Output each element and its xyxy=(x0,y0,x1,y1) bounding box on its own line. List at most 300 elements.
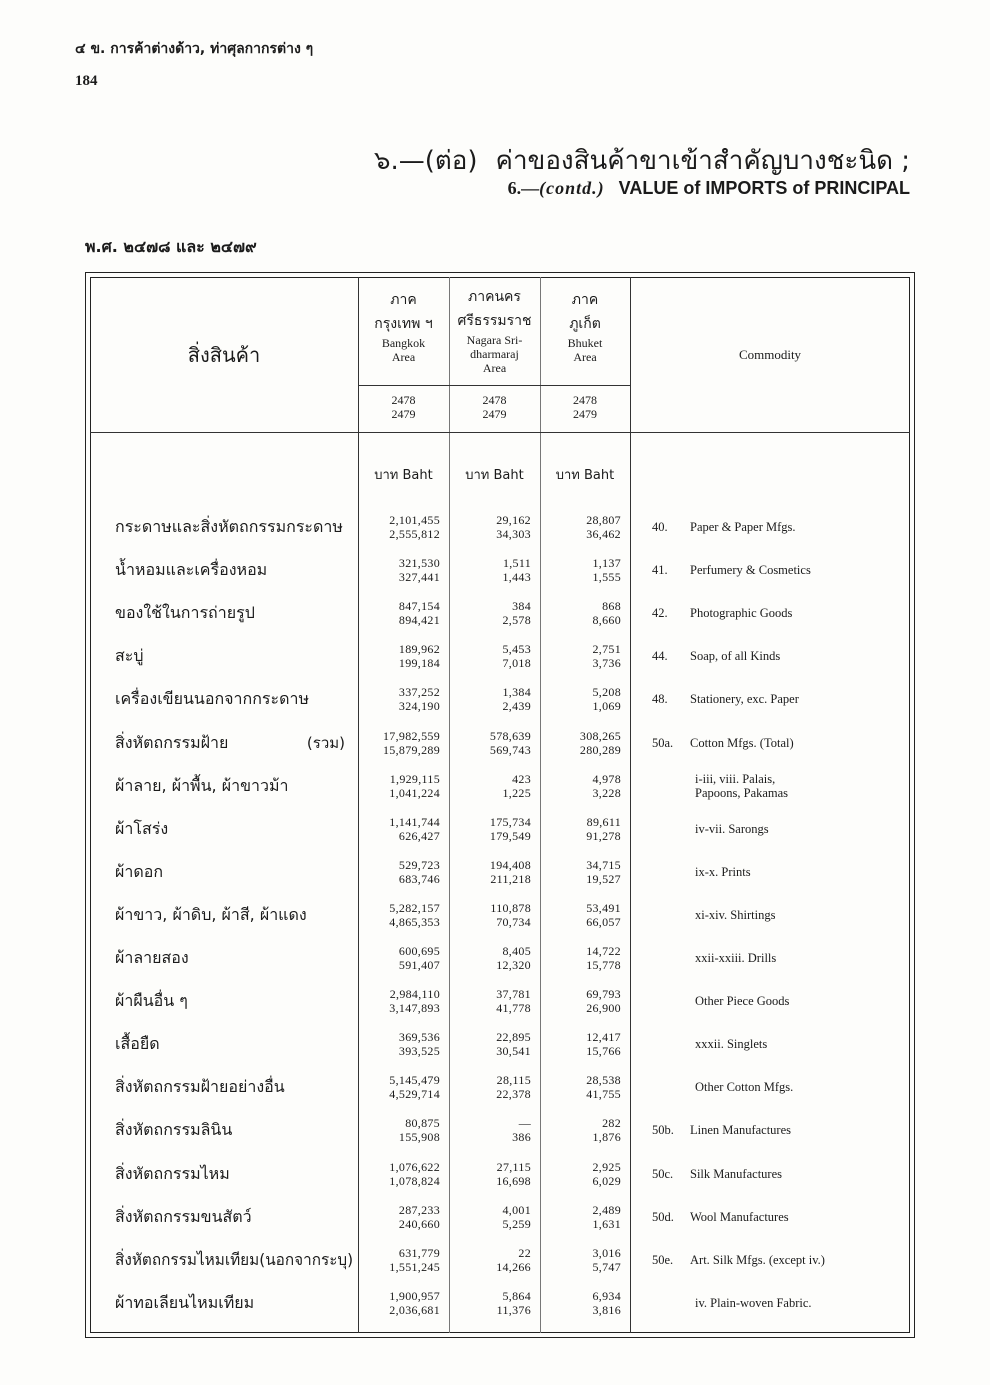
commodity-name-line: Silk Manufactures xyxy=(690,1166,782,1181)
commodity-name-line: xxxii. Singlets xyxy=(695,1037,768,1052)
commodity-name-line: Cotton Mfgs. (Total) xyxy=(690,735,794,750)
table-row xyxy=(0,592,990,634)
value-bangkok-2478: 847,154 xyxy=(398,599,440,614)
value-bhuket-2478: 12,417 xyxy=(586,1030,621,1045)
value-bangkok-2479: 327,441 xyxy=(398,570,440,585)
column-header-line: ภาค xyxy=(571,292,599,308)
value-bhuket-2479: 1,631 xyxy=(592,1216,621,1231)
table-title-thai xyxy=(374,140,910,181)
value-cell-bhuket xyxy=(540,1160,630,1188)
value-cell-nagara xyxy=(449,1160,540,1188)
value-cell-nagara xyxy=(449,599,540,627)
value-cell-bangkok xyxy=(358,685,449,713)
commodity-name-line: Stationery, exc. Paper xyxy=(690,692,799,707)
commodity-name-english xyxy=(690,1239,825,1281)
commodity-name-line: Perfumery & Cosmetics xyxy=(690,563,811,578)
value-bhuket-2479: 15,766 xyxy=(586,1044,621,1059)
table-row xyxy=(0,851,990,893)
value-cell-bangkok xyxy=(358,1203,449,1231)
value-bhuket-2479: 3,816 xyxy=(592,1302,621,1317)
commodity-name-thai: ผ้าผืนอื่น ๆ xyxy=(115,991,188,1011)
table-row xyxy=(0,549,990,591)
column-header-commodity-thai: สิ่งสินค้า xyxy=(187,343,261,367)
column-header-line: ภูเก็ต xyxy=(569,316,601,332)
value-nagara-2479: 2,578 xyxy=(502,613,531,628)
unit-label-bhuket xyxy=(540,466,630,485)
value-nagara-2479: 569,743 xyxy=(489,742,531,757)
table-row xyxy=(0,765,990,807)
table-row xyxy=(0,1023,990,1065)
value-bangkok-2479: 240,660 xyxy=(398,1216,440,1231)
value-bangkok-2479: 324,190 xyxy=(398,699,440,714)
value-cell-bhuket xyxy=(540,642,630,670)
value-cell-bangkok xyxy=(358,1160,449,1188)
column-header-line: Bangkok xyxy=(381,336,426,350)
column-header-line: ศรีธรรมราช xyxy=(457,313,532,329)
commodity-code: 50c. xyxy=(652,1166,674,1181)
value-bangkok-2479: 15,879,289 xyxy=(383,742,440,757)
value-bhuket-2478: 89,611 xyxy=(586,814,621,829)
value-cell-nagara xyxy=(449,513,540,541)
value-bhuket-2479: 1,555 xyxy=(592,570,621,585)
value-cell-bhuket xyxy=(540,1116,630,1144)
value-nagara-2479: 22,378 xyxy=(496,1087,531,1102)
value-bangkok-2478: 1,076,622 xyxy=(389,1159,440,1174)
commodity-name-line: iv. Plain-woven Fabric. xyxy=(695,1295,812,1310)
value-bangkok-2479: 2,555,812 xyxy=(389,527,440,541)
commodity-name-english xyxy=(690,592,792,634)
value-bhuket-2479: 5,747 xyxy=(592,1259,621,1274)
value-nagara-2478: — xyxy=(518,1116,531,1131)
value-bangkok-2479: 1,041,224 xyxy=(389,785,440,800)
value-bangkok-2478: 1,929,115 xyxy=(389,771,440,786)
value-nagara-2478: 28,115 xyxy=(496,1073,531,1088)
value-cell-nagara xyxy=(449,1116,540,1144)
total-marker: (รวม) xyxy=(306,733,345,752)
value-bangkok-2478: 631,779 xyxy=(398,1245,440,1260)
value-bangkok-2479: 4,865,353 xyxy=(389,914,440,929)
value-cell-bangkok xyxy=(358,944,449,972)
commodity-name-line: Art. Silk Mfgs. (except iv.) xyxy=(690,1252,825,1267)
value-cell-bangkok xyxy=(358,1246,449,1274)
currency-unit: บาท Baht xyxy=(465,468,524,483)
value-cell-nagara xyxy=(449,772,540,800)
commodity-name-english xyxy=(690,1109,791,1151)
value-nagara-2479: 2,439 xyxy=(502,699,531,714)
commodity-code: 50a. xyxy=(652,735,674,750)
commodity-name-english xyxy=(690,549,811,591)
year-label: 2478 xyxy=(482,393,507,407)
table-title-thai-text: ค่าของสินค้าขาเข้าสำคัญบางชะนิด ; xyxy=(495,146,910,176)
header-bottom-rule xyxy=(90,432,910,433)
value-cell-bhuket xyxy=(540,513,630,541)
unit-label-bangkok xyxy=(358,466,449,485)
commodity-name-line: xi-xiv. Shirtings xyxy=(695,907,776,922)
column-header-line: กรุงเทพ ฯ xyxy=(374,316,433,332)
value-cell-bangkok xyxy=(358,729,449,757)
commodity-code: 48. xyxy=(652,692,668,707)
value-bangkok-2478: 287,233 xyxy=(398,1202,440,1217)
value-nagara-2478: 29,162 xyxy=(496,513,531,527)
value-nagara-2479: 34,303 xyxy=(496,527,531,541)
commodity-name-thai: น้ำหอมและเครื่องหอม xyxy=(115,560,268,580)
value-bangkok-2478: 1,141,744 xyxy=(389,814,440,829)
commodity-name-english xyxy=(695,1282,812,1324)
year-label: 2479 xyxy=(482,407,507,421)
commodity-name-thai: สิ่งหัตถกรรมฝ้ายอย่างอื่น xyxy=(115,1077,285,1097)
table-title-english xyxy=(508,178,910,199)
commodity-name-line: iv-vii. Sarongs xyxy=(695,821,769,836)
value-bangkok-2479: 626,427 xyxy=(398,828,440,843)
commodity-name-line: Linen Manufactures xyxy=(690,1123,792,1138)
commodity-name-line: xxii-xxiii. Drills xyxy=(695,951,777,965)
value-cell-bhuket xyxy=(540,599,630,627)
value-nagara-2478: 22,895 xyxy=(496,1030,531,1045)
commodity-name-thai: ผ้าโสร่ง xyxy=(115,818,169,838)
table-title-english-text: VALUE of IMPORTS of PRINCIPAL xyxy=(618,178,910,198)
column-header-line: Area xyxy=(573,350,597,364)
value-cell-bangkok xyxy=(358,1030,449,1058)
value-nagara-2478: 27,115 xyxy=(496,1159,531,1174)
value-cell-nagara xyxy=(449,1073,540,1101)
commodity-name-thai: สะบู่ xyxy=(115,646,144,666)
value-nagara-2479: 1,225 xyxy=(502,785,531,800)
table-row xyxy=(0,635,990,677)
value-cell-bhuket xyxy=(540,1203,630,1231)
value-cell-bhuket xyxy=(540,1030,630,1058)
table-row xyxy=(0,1239,990,1281)
value-bangkok-2479: 2,036,681 xyxy=(389,1302,440,1317)
value-bhuket-2478: 3,016 xyxy=(592,1245,621,1260)
column-header-line: dharmaraj xyxy=(470,347,519,361)
commodity-code: 44. xyxy=(652,649,668,664)
value-nagara-2479: 386 xyxy=(512,1130,531,1145)
commodity-name-english xyxy=(690,722,794,764)
value-bhuket-2479: 41,755 xyxy=(586,1087,621,1102)
commodity-code: 42. xyxy=(652,606,668,621)
table-number-english: 6.— xyxy=(507,178,540,198)
value-cell-bhuket xyxy=(540,944,630,972)
value-cell-nagara xyxy=(449,1246,540,1274)
value-nagara-2478: 578,639 xyxy=(489,728,531,743)
value-nagara-2479: 11,376 xyxy=(496,1302,531,1317)
commodity-name-line: Soap, of all Kinds xyxy=(690,649,781,664)
value-cell-nagara xyxy=(449,1030,540,1058)
table-number-thai: ๖.—(ต่อ) xyxy=(373,146,478,176)
value-bhuket-2479: 3,736 xyxy=(592,656,621,671)
value-bhuket-2478: 4,978 xyxy=(592,771,621,786)
commodity-name-english xyxy=(695,851,751,893)
commodity-name-thai: ผ้าขาว, ผ้าดิบ, ผ้าสี, ผ้าแดง xyxy=(115,904,307,924)
value-cell-nagara xyxy=(449,858,540,886)
value-cell-bangkok xyxy=(358,1073,449,1101)
value-cell-nagara xyxy=(449,987,540,1015)
table-row xyxy=(0,506,990,548)
value-bangkok-2478: 2,101,455 xyxy=(389,513,440,527)
commodity-name-english xyxy=(690,506,796,548)
value-bhuket-2479: 36,462 xyxy=(586,527,621,541)
value-nagara-2479: 14,266 xyxy=(496,1259,531,1274)
value-cell-nagara xyxy=(449,685,540,713)
value-cell-bhuket xyxy=(540,987,630,1015)
value-cell-bhuket xyxy=(540,1073,630,1101)
value-nagara-2478: 4,001 xyxy=(502,1202,531,1217)
commodity-name-thai: เครื่องเขียนนอกจากกระดาษ xyxy=(115,689,309,709)
year-header-bangkok xyxy=(358,393,449,421)
section-heading: ๔ ข. การค้าต่างด้าว, ท่าศุลกากรต่าง ๆ xyxy=(75,41,314,57)
table-row xyxy=(0,1109,990,1151)
value-nagara-2478: 175,734 xyxy=(489,814,531,829)
commodity-code: 41. xyxy=(652,563,668,578)
value-cell-bhuket xyxy=(540,1289,630,1317)
table-row xyxy=(0,937,990,979)
page-number: 184 xyxy=(75,73,98,89)
year-label: 2478 xyxy=(391,393,416,407)
value-cell-bhuket xyxy=(540,772,630,800)
value-cell-nagara xyxy=(449,1203,540,1231)
value-bangkok-2478: 189,962 xyxy=(398,642,440,657)
value-cell-nagara xyxy=(449,729,540,757)
value-nagara-2479: 5,259 xyxy=(502,1216,531,1231)
value-cell-bangkok xyxy=(358,556,449,584)
commodity-name-english xyxy=(695,894,775,936)
commodity-name-line: Photographic Goods xyxy=(690,606,793,621)
value-bangkok-2478: 5,282,157 xyxy=(389,900,440,915)
value-bangkok-2479: 1,078,824 xyxy=(389,1173,440,1188)
value-nagara-2479: 1,443 xyxy=(502,570,531,585)
table-row xyxy=(0,894,990,936)
year-header-nagara xyxy=(449,393,540,421)
value-nagara-2478: 1,511 xyxy=(502,556,531,571)
value-bhuket-2478: 34,715 xyxy=(586,857,621,872)
commodity-code: 40. xyxy=(652,520,668,534)
value-bhuket-2478: 2,925 xyxy=(592,1159,621,1174)
table-row xyxy=(0,1153,990,1195)
value-cell-bangkok xyxy=(358,858,449,886)
value-nagara-2479: 179,549 xyxy=(489,828,531,843)
table-row xyxy=(0,1282,990,1324)
value-bhuket-2478: 282 xyxy=(602,1116,621,1131)
table-row xyxy=(0,808,990,850)
value-bhuket-2478: 2,489 xyxy=(592,1202,621,1217)
commodity-name-thai: สิ่งหัตถกรรมฝ้าย xyxy=(115,732,229,752)
value-bhuket-2478: 53,491 xyxy=(586,900,621,915)
column-header-line: Area xyxy=(391,350,416,364)
value-cell-nagara xyxy=(449,1289,540,1317)
currency-unit: บาท Baht xyxy=(555,468,615,483)
value-cell-bangkok xyxy=(358,1116,449,1144)
value-bangkok-2479: 199,184 xyxy=(398,656,440,671)
currency-unit: บาท Baht xyxy=(374,468,433,483)
value-bhuket-2478: 1,137 xyxy=(592,556,621,571)
column-header-line: ภาค xyxy=(390,292,417,308)
value-bangkok-2479: 894,421 xyxy=(398,613,440,628)
value-bhuket-2478: 868 xyxy=(602,599,621,614)
column-header-commodity-english: Commodity xyxy=(738,347,802,362)
year-label: 2478 xyxy=(573,393,597,407)
value-bangkok-2478: 529,723 xyxy=(398,857,440,872)
value-bangkok-2479: 683,746 xyxy=(398,871,440,886)
commodity-name-line: Other Piece Goods xyxy=(695,994,790,1009)
value-bhuket-2478: 308,265 xyxy=(579,728,621,743)
value-bhuket-2479: 1,876 xyxy=(592,1130,621,1145)
value-cell-bangkok xyxy=(358,513,449,541)
value-nagara-2478: 110,878 xyxy=(490,900,531,915)
value-nagara-2478: 384 xyxy=(512,599,531,614)
value-nagara-2479: 12,320 xyxy=(496,958,531,972)
commodity-code: 50d. xyxy=(652,1209,674,1224)
table-row xyxy=(0,980,990,1022)
value-nagara-2478: 1,384 xyxy=(502,685,531,700)
value-bhuket-2479: 91,278 xyxy=(586,828,621,843)
value-cell-bhuket xyxy=(540,556,630,584)
commodity-name-english xyxy=(690,1153,782,1195)
value-cell-bangkok xyxy=(358,1289,449,1317)
value-bhuket-2478: 5,208 xyxy=(592,685,621,700)
column-header-bhuket xyxy=(540,288,630,364)
value-cell-nagara xyxy=(449,901,540,929)
value-bangkok-2479: 1,551,245 xyxy=(389,1259,440,1274)
value-cell-bangkok xyxy=(358,901,449,929)
value-nagara-2479: 30,541 xyxy=(496,1044,531,1059)
commodity-name-english xyxy=(695,937,776,979)
value-nagara-2478: 5,453 xyxy=(502,642,531,657)
value-bhuket-2478: 28,538 xyxy=(586,1073,621,1088)
value-bangkok-2479: 4,529,714 xyxy=(389,1087,440,1102)
value-bhuket-2479: 8,660 xyxy=(592,613,621,628)
value-nagara-2478: 423 xyxy=(512,771,531,786)
value-bangkok-2478: 600,695 xyxy=(398,944,440,958)
value-bhuket-2479: 26,900 xyxy=(586,1001,621,1016)
value-nagara-2478: 37,781 xyxy=(496,987,531,1002)
value-nagara-2479: 7,018 xyxy=(502,656,531,671)
value-bangkok-2478: 17,982,559 xyxy=(383,728,440,743)
value-bangkok-2478: 1,900,957 xyxy=(389,1288,440,1303)
value-bangkok-2479: 591,407 xyxy=(398,958,440,972)
commodity-name-english xyxy=(695,808,769,850)
column-header-line: Area xyxy=(482,361,507,375)
column-header-nagara-sri-dharmaraj xyxy=(449,285,540,375)
commodity-name-english xyxy=(695,1066,793,1108)
commodity-name-line: i-iii, viii. Palais, xyxy=(695,771,776,786)
value-bhuket-2478: 28,807 xyxy=(586,513,621,527)
table-row xyxy=(0,678,990,720)
commodity-name-line: Other Cotton Mfgs. xyxy=(695,1080,794,1095)
value-bhuket-2479: 3,228 xyxy=(592,785,621,800)
year-header-bhuket xyxy=(540,393,630,421)
value-cell-nagara xyxy=(449,944,540,972)
value-bhuket-2478: 69,793 xyxy=(586,987,621,1002)
commodity-code: 50b. xyxy=(652,1123,674,1138)
commodity-name-line: ix-x. Prints xyxy=(695,864,751,879)
commodity-name-thai: เสื้อยืด xyxy=(115,1034,160,1054)
value-cell-bhuket xyxy=(540,901,630,929)
table-row xyxy=(0,1196,990,1238)
commodity-name-line: Wool Manufactures xyxy=(690,1209,789,1224)
value-cell-bhuket xyxy=(540,1246,630,1274)
value-nagara-2479: 16,698 xyxy=(496,1173,531,1188)
value-cell-bhuket xyxy=(540,815,630,843)
value-bhuket-2479: 6,029 xyxy=(592,1173,621,1188)
value-bangkok-2478: 2,984,110 xyxy=(389,987,440,1002)
value-cell-bangkok xyxy=(358,987,449,1015)
commodity-name-thai: สิ่งหัตถกรรมขนสัตว์ xyxy=(115,1206,252,1226)
year-range-label: พ.ศ. ๒๔๗๘ และ ๒๔๗๙ xyxy=(85,237,257,256)
commodity-name-english xyxy=(690,1196,789,1238)
commodity-name-thai: ผ้าลาย, ผ้าพื้น, ผ้าขาวม้า xyxy=(115,775,289,795)
value-cell-bhuket xyxy=(540,858,630,886)
value-nagara-2478: 22 xyxy=(518,1245,531,1260)
column-header-bangkok xyxy=(358,288,449,364)
commodity-name-line: Paper & Paper Mfgs. xyxy=(690,520,796,534)
value-cell-bangkok xyxy=(358,815,449,843)
value-cell-bhuket xyxy=(540,685,630,713)
commodity-name-english xyxy=(690,678,799,720)
commodity-name-english xyxy=(695,772,788,800)
value-cell-nagara xyxy=(449,556,540,584)
commodity-code: 50e. xyxy=(652,1252,674,1267)
header-subdivider xyxy=(358,385,630,386)
value-nagara-2478: 194,408 xyxy=(489,857,531,872)
continued-marker: (contd.) xyxy=(539,178,605,198)
commodity-name-thai: ผ้าดอก xyxy=(115,861,164,881)
value-bangkok-2479: 155,908 xyxy=(398,1130,440,1145)
commodity-name-thai: ผ้าลายสอง xyxy=(115,948,189,967)
value-cell-bangkok xyxy=(358,642,449,670)
value-cell-nagara xyxy=(449,642,540,670)
commodity-name-english xyxy=(695,980,789,1022)
commodity-name-thai: สิ่งหัตถกรรมลินิน xyxy=(115,1120,233,1140)
column-header-line: ภาคนคร xyxy=(468,289,521,305)
value-bangkok-2478: 369,536 xyxy=(398,1030,440,1045)
value-cell-bangkok xyxy=(358,599,449,627)
value-bhuket-2479: 15,778 xyxy=(586,958,621,972)
value-nagara-2478: 5,864 xyxy=(502,1288,531,1303)
value-bangkok-2479: 3,147,893 xyxy=(389,1001,440,1016)
value-bhuket-2479: 1,069 xyxy=(592,699,621,714)
table-row xyxy=(0,1066,990,1108)
column-header-line: Nagara Sri- xyxy=(466,333,523,347)
value-bhuket-2478: 14,722 xyxy=(586,944,621,958)
value-cell-nagara xyxy=(449,815,540,843)
value-bhuket-2478: 2,751 xyxy=(592,642,621,657)
table-row xyxy=(0,722,990,764)
value-bhuket-2479: 66,057 xyxy=(586,914,621,929)
value-bhuket-2478: 6,934 xyxy=(592,1288,621,1303)
commodity-name-english xyxy=(695,1023,767,1065)
value-nagara-2479: 211,218 xyxy=(490,871,531,886)
commodity-name-thai: ของใช้ในการถ่ายรูป xyxy=(115,603,255,623)
value-bangkok-2479: 393,525 xyxy=(398,1044,440,1059)
column-header-line: Bhuket xyxy=(567,336,603,350)
year-label: 2479 xyxy=(391,407,416,421)
value-cell-bhuket xyxy=(540,729,630,757)
value-nagara-2479: 41,778 xyxy=(496,1001,531,1016)
value-nagara-2479: 70,734 xyxy=(496,914,531,929)
commodity-name-thai: สิ่งหัตถกรรมไหมเทียม(นอกจากระบุ) xyxy=(115,1249,354,1269)
value-cell-bangkok xyxy=(358,772,449,800)
value-bhuket-2479: 280,289 xyxy=(579,742,621,757)
value-bangkok-2478: 337,252 xyxy=(398,685,440,700)
commodity-name-thai: สิ่งหัตถกรรมไหม xyxy=(115,1163,230,1183)
value-bangkok-2478: 5,145,479 xyxy=(389,1073,440,1088)
value-bangkok-2478: 321,530 xyxy=(398,556,440,571)
commodity-name-thai: กระดาษและสิ่งหัตถกรรมกระดาษ xyxy=(115,517,343,536)
value-bhuket-2479: 19,527 xyxy=(586,871,621,886)
commodity-name-line: Papoons, Pakamas xyxy=(695,785,789,800)
value-bangkok-2478: 80,875 xyxy=(405,1116,440,1131)
value-nagara-2478: 8,405 xyxy=(502,944,531,958)
